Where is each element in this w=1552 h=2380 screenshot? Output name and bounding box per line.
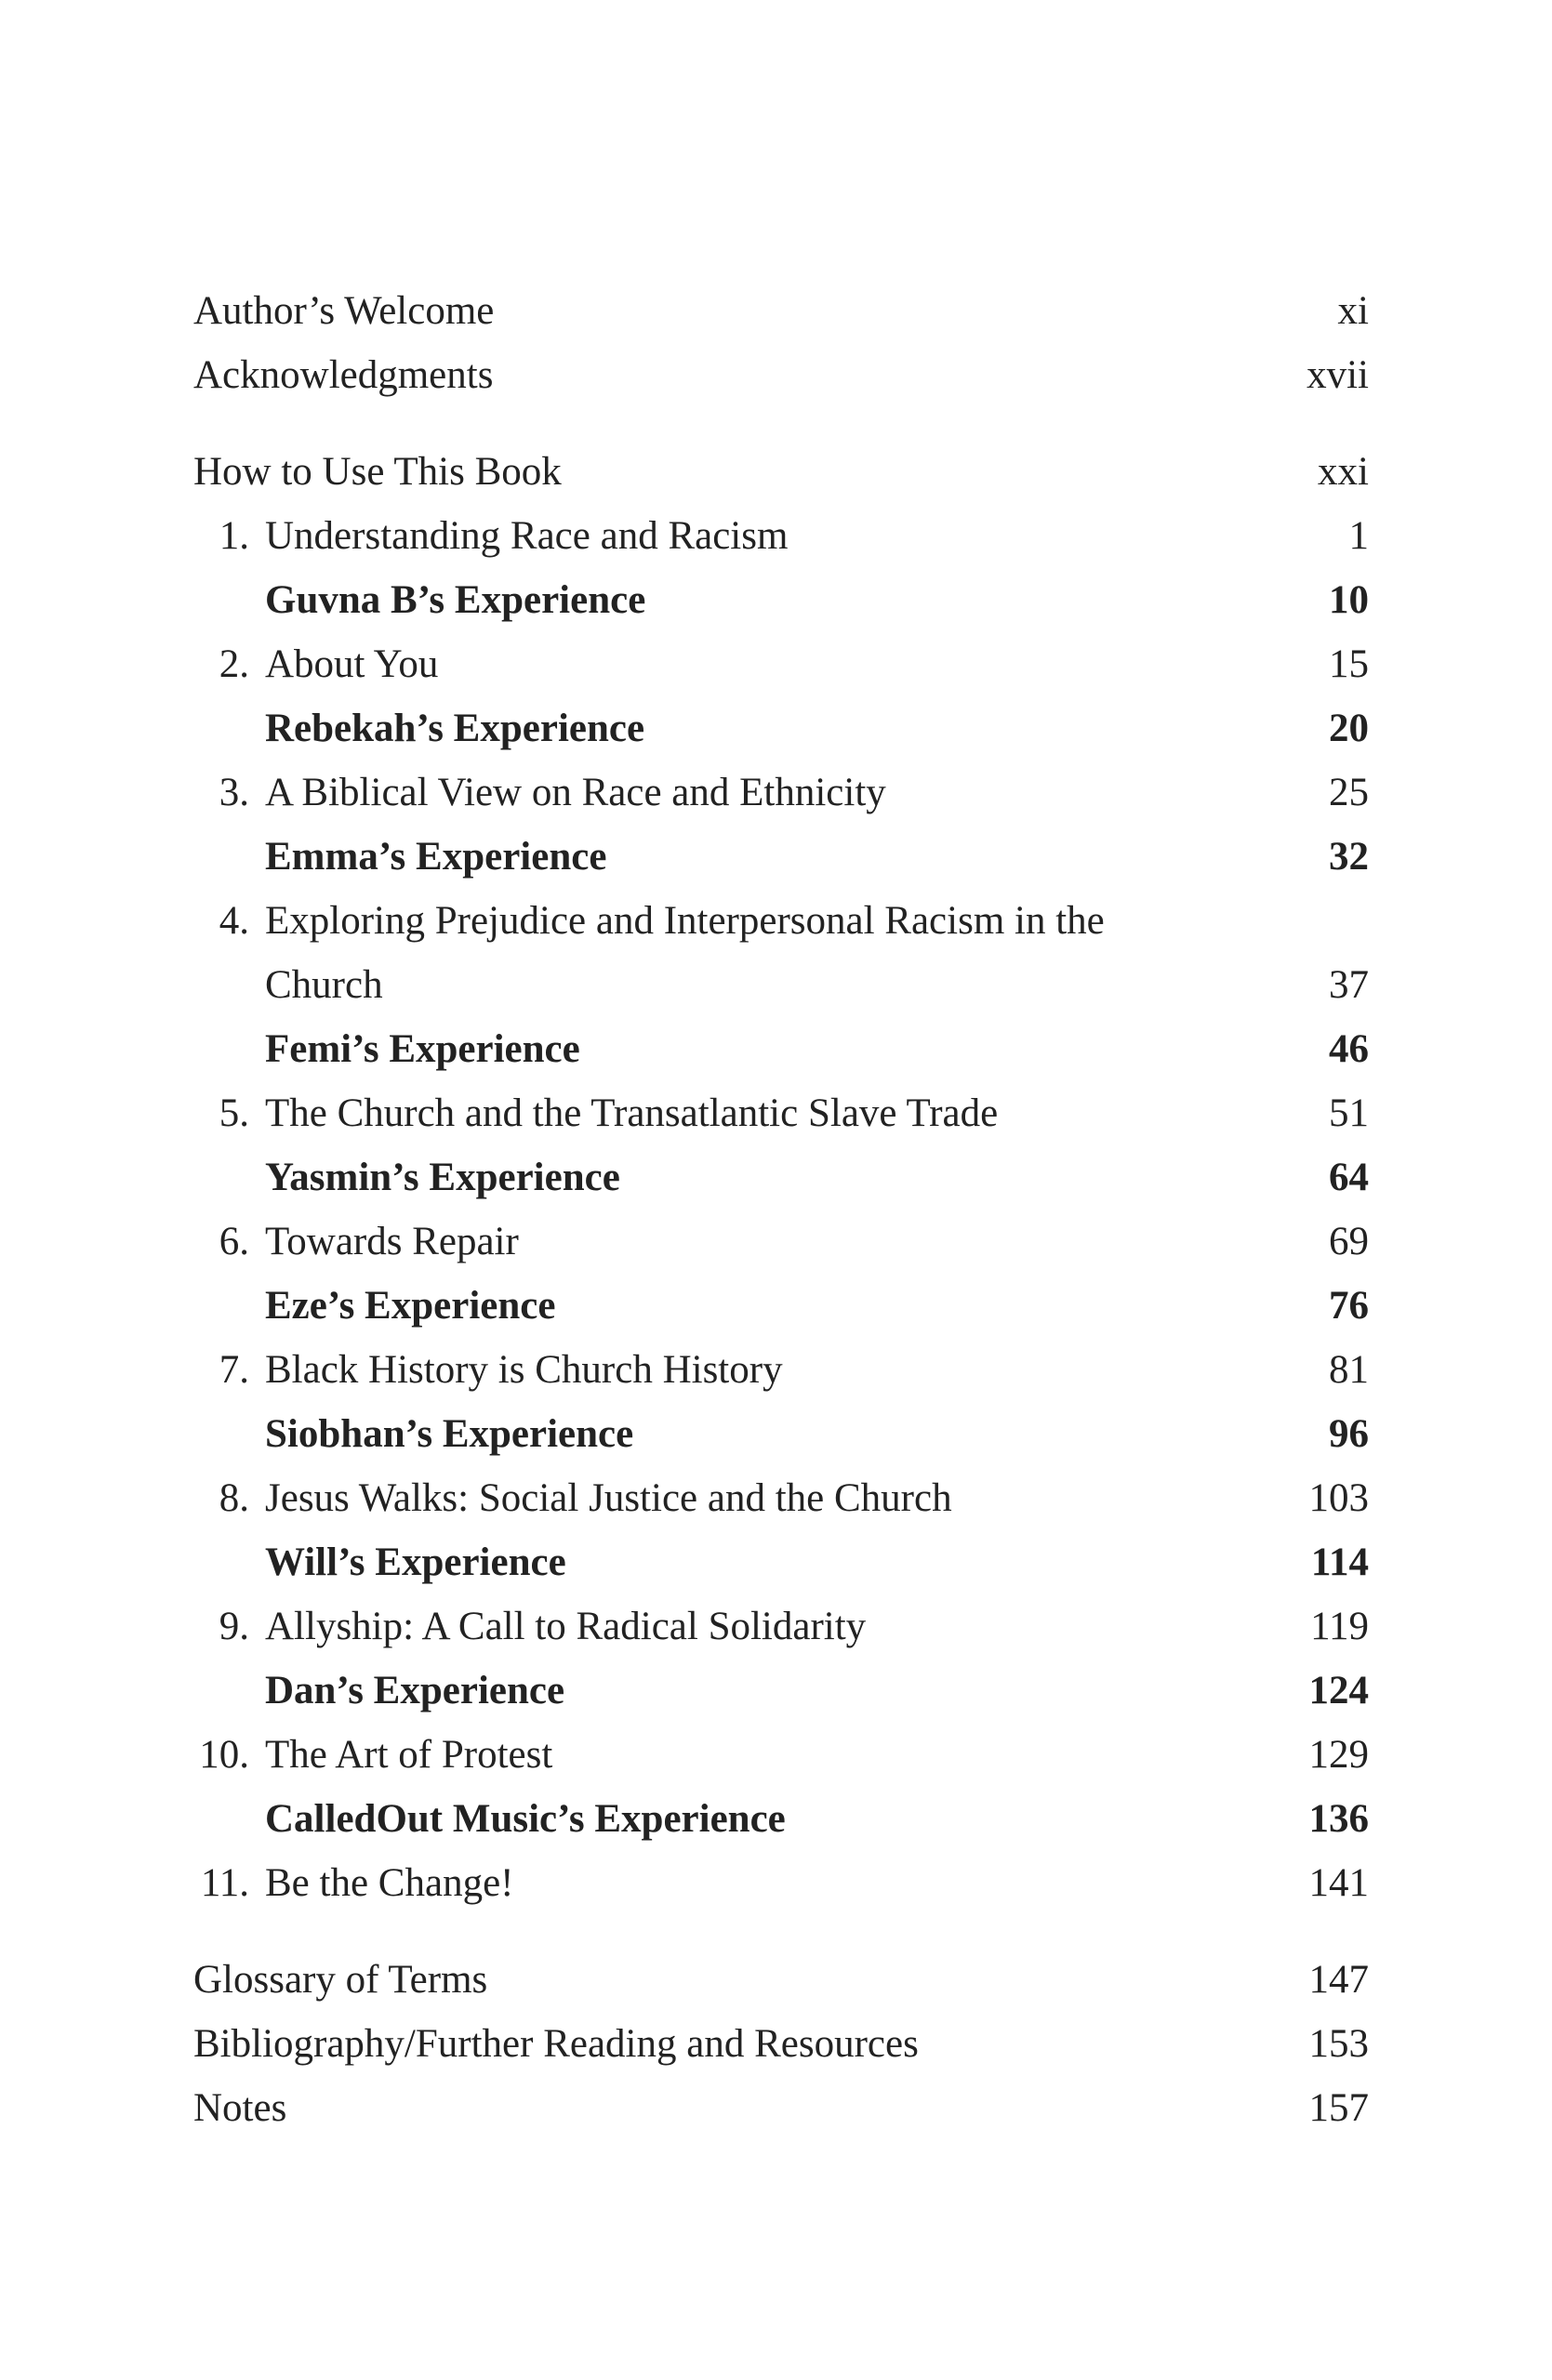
page-number: xvii	[1307, 353, 1369, 397]
toc-entry	[193, 1081, 1369, 1145]
toc-entry	[193, 1723, 1369, 1787]
toc-entry	[193, 2012, 1369, 2076]
toc-entry	[193, 279, 1369, 343]
page-number: 25	[1329, 771, 1369, 814]
page-number: 15	[1329, 642, 1369, 686]
toc-entry	[193, 1466, 1369, 1530]
page-number: 81	[1329, 1348, 1369, 1392]
toc-experience-entry	[193, 1659, 1369, 1723]
toc-experience-entry	[193, 568, 1369, 632]
section-gap	[193, 1915, 1369, 1948]
entry-title: Eze’s Experience	[265, 1284, 556, 1328]
entry-title: Church	[265, 963, 383, 1007]
chapter-number: 4.	[219, 899, 249, 943]
toc-entry	[193, 440, 1369, 504]
entry-title: Be the Change!	[265, 1861, 514, 1905]
page-number: 96	[1329, 1412, 1369, 1456]
entry-title: Towards Repair	[265, 1220, 519, 1263]
toc-entry	[193, 1594, 1369, 1659]
entry-title: A Biblical View on Race and Ethnicity	[265, 771, 886, 814]
toc-experience-entry	[193, 1402, 1369, 1466]
chapter-number: 11.	[200, 1861, 249, 1905]
toc-entry	[193, 1338, 1369, 1402]
toc-experience-entry	[193, 1145, 1369, 1210]
entry-title: Jesus Walks: Social Justice and the Church	[265, 1476, 952, 1520]
entry-title: The Art of Protest	[265, 1733, 553, 1777]
toc-entry	[193, 504, 1369, 568]
page-number: 20	[1329, 707, 1369, 750]
page-number: 153	[1308, 2022, 1369, 2066]
entry-title: How to Use This Book	[193, 450, 562, 494]
toc-experience-entry	[193, 1017, 1369, 1081]
page-number: 69	[1329, 1220, 1369, 1263]
toc-entry	[193, 953, 1369, 1017]
page-number: 157	[1308, 2086, 1369, 2130]
entry-title: Understanding Race and Racism	[265, 514, 789, 558]
chapter-number: 5.	[219, 1091, 249, 1135]
entry-title: Rebekah’s Experience	[265, 707, 645, 750]
entry-title: Allyship: A Call to Radical Solidarity	[265, 1605, 867, 1648]
toc-entry	[193, 1851, 1369, 1915]
section-gap	[193, 407, 1369, 440]
entry-title: Acknowledgments	[193, 353, 494, 397]
page-number: 129	[1308, 1733, 1369, 1777]
entry-title: Black History is Church History	[265, 1348, 783, 1392]
entry-title: Bibliography/Further Reading and Resources	[193, 2022, 919, 2066]
toc-entry	[193, 889, 1369, 953]
table-of-contents	[193, 279, 1369, 2140]
chapter-number: 7.	[219, 1348, 249, 1392]
page-number: 119	[1310, 1605, 1369, 1648]
toc-entry	[193, 1948, 1369, 2012]
toc-entry	[193, 760, 1369, 825]
entry-title: Dan’s Experience	[265, 1669, 565, 1712]
page-number: 10	[1329, 578, 1369, 622]
entry-title: Guvna B’s Experience	[265, 578, 646, 622]
entry-title: Glossary of Terms	[193, 1958, 488, 2002]
chapter-number: 8.	[219, 1476, 249, 1520]
entry-title: Notes	[193, 2086, 287, 2130]
page-number: 76	[1329, 1284, 1369, 1328]
entry-title: CalledOut Music’s Experience	[265, 1797, 786, 1841]
page-number: 124	[1308, 1669, 1369, 1712]
entry-title: Will’s Experience	[265, 1540, 566, 1584]
page-number: 136	[1308, 1797, 1369, 1841]
entry-title: Author’s Welcome	[193, 289, 495, 333]
page-number: xxi	[1318, 450, 1369, 494]
chapter-number: 10.	[199, 1733, 249, 1777]
page-number: 32	[1329, 835, 1369, 879]
entry-title: Yasmin’s Experience	[265, 1156, 620, 1199]
toc-entry	[193, 1210, 1369, 1274]
page-number: 1	[1348, 514, 1369, 558]
entry-title: Femi’s Experience	[265, 1027, 580, 1071]
page-number: 51	[1329, 1091, 1369, 1135]
chapter-number: 3.	[219, 771, 249, 814]
page-number: xi	[1337, 289, 1369, 333]
page-number: 147	[1308, 1958, 1369, 2002]
entry-title: About You	[265, 642, 439, 686]
toc-experience-entry	[193, 1274, 1369, 1338]
toc-experience-entry	[193, 1530, 1369, 1594]
page-number: 103	[1308, 1476, 1369, 1520]
chapter-number: 1.	[219, 514, 249, 558]
toc-entry	[193, 343, 1369, 407]
toc-entry	[193, 2076, 1369, 2140]
entry-title: Emma’s Experience	[265, 835, 607, 879]
page-number: 64	[1329, 1156, 1369, 1199]
page-number: 141	[1308, 1861, 1369, 1905]
page-number: 46	[1329, 1027, 1369, 1071]
entry-title: Exploring Prejudice and Interpersonal Racism in the	[265, 899, 1105, 943]
entry-title: The Church and the Transatlantic Slave Trade	[265, 1091, 999, 1135]
chapter-number: 6.	[219, 1220, 249, 1263]
toc-experience-entry	[193, 825, 1369, 889]
chapter-number: 2.	[219, 642, 249, 686]
toc-entry	[193, 632, 1369, 696]
toc-experience-entry	[193, 696, 1369, 760]
chapter-number: 9.	[219, 1605, 249, 1648]
page-number: 114	[1310, 1540, 1369, 1584]
page-number: 37	[1329, 963, 1369, 1007]
entry-title: Siobhan’s Experience	[265, 1412, 634, 1456]
toc-experience-entry	[193, 1787, 1369, 1851]
